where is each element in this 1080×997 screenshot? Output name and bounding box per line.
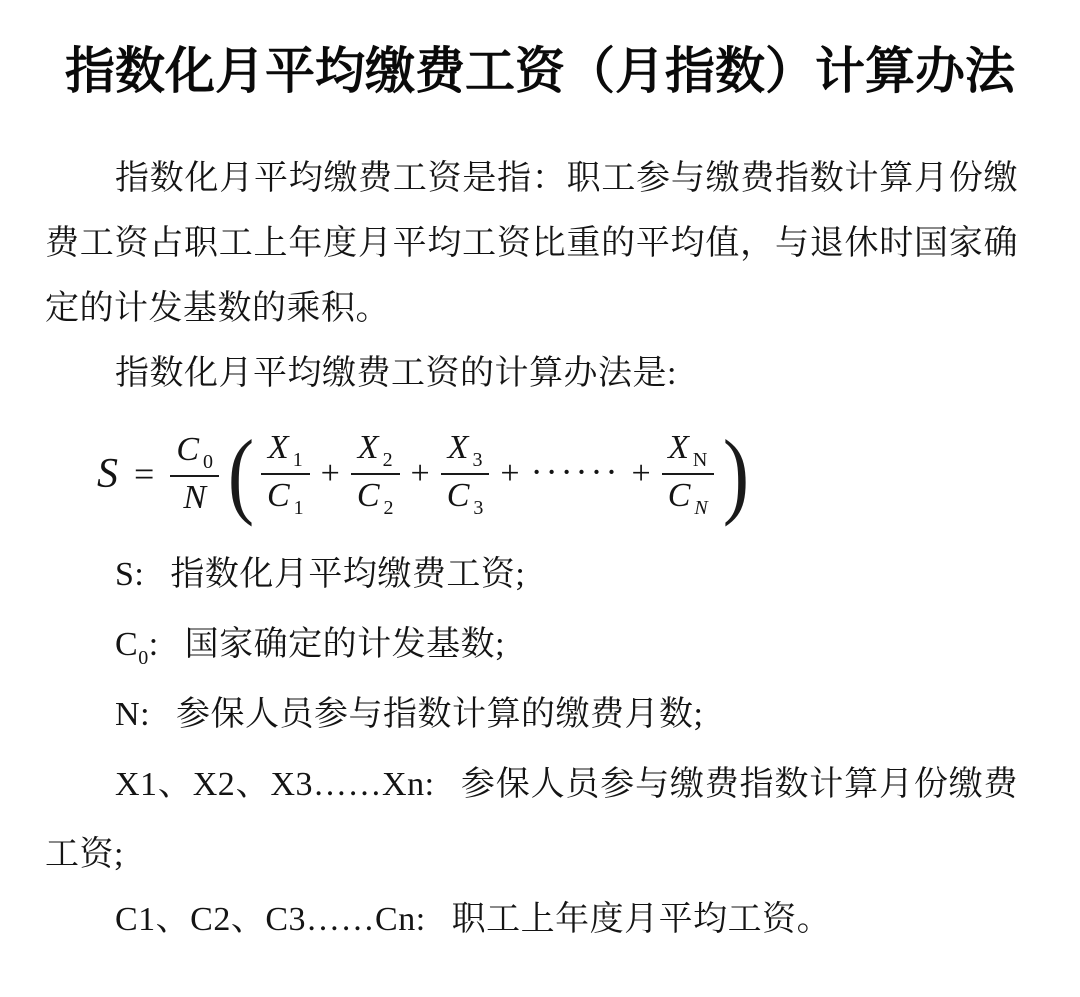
fraction-numerator: X N — [668, 429, 708, 471]
formula — [97, 406, 1018, 542]
fraction-numerator: X 2 — [357, 429, 393, 471]
formula-term-1 — [261, 430, 310, 518]
definition-symbol: C — [115, 626, 139, 663]
open-paren: ( — [227, 420, 255, 528]
page-title: 指数化月平均缴费工资（月指数）计算办法 — [65, 43, 1015, 99]
fraction-denominator: C 1 — [266, 477, 304, 519]
formula-coefficient-fraction — [170, 432, 219, 516]
plus-sign: + — [410, 455, 430, 492]
definition-colon: : — [424, 766, 435, 803]
definition-symbol-subscript: 0 — [138, 647, 149, 669]
fraction-numerator: C 0 — [176, 431, 213, 473]
document-body — [0, 146, 1080, 957]
plus-sign: + — [320, 455, 340, 492]
fraction-denominator: C N — [667, 477, 708, 519]
close-paren: ) — [722, 420, 749, 528]
fraction-numerator: X 1 — [267, 429, 303, 471]
formula-lhs-variable: S — [97, 451, 118, 497]
definition-text: 指数化月平均缴费工资; — [170, 556, 526, 593]
definition-colon: : — [134, 556, 145, 593]
formula-equals-sign: = — [134, 454, 155, 494]
definition-item-c0 — [45, 612, 1018, 682]
definition-symbol: S — [115, 556, 135, 593]
definition-text: 参保人员参与缴费指数计算月份缴费工资; — [45, 766, 1019, 873]
paragraph-method-intro: 指数化月平均缴费工资的计算办法是: — [115, 355, 677, 392]
definition-item-x-series — [45, 752, 1018, 887]
definition-text: 国家确定的计发基数; — [184, 626, 506, 663]
fraction-denominator: C 2 — [356, 477, 394, 519]
formula-term-2 — [351, 430, 400, 518]
plus-sign: + — [500, 455, 520, 492]
formula-term-n — [662, 430, 714, 518]
definition-text: 职工上年度月平均工资。 — [451, 901, 832, 938]
ellipsis-dots: ······ — [530, 452, 621, 492]
definition-item-s — [45, 542, 1018, 612]
definition-symbol: C1、C2、C3……Cn — [115, 901, 416, 938]
plus-sign: + — [631, 455, 651, 492]
definition-colon: : — [140, 696, 151, 733]
definition-item-c-series — [45, 887, 1018, 957]
formula-term-3 — [441, 430, 490, 518]
definition-colon: : — [415, 901, 426, 938]
fraction-numerator: X 3 — [447, 429, 483, 471]
definition-colon: : — [148, 626, 159, 663]
fraction-denominator: N — [183, 479, 206, 516]
paragraph-definition: 指数化月平均缴费工资是指：职工参与缴费指数计算月份缴费工资占职工上年度月平均工资比重的平均值，与退休时国家确定的计发基数的乘积。 — [45, 160, 1018, 327]
fraction-denominator: C 3 — [446, 477, 484, 519]
definition-text: 参保人员参与指数计算的缴费月数; — [176, 696, 704, 733]
definition-item-n — [45, 682, 1018, 752]
definitions-list — [45, 542, 1018, 957]
definition-symbol: X1、X2、X3……Xn — [115, 766, 425, 803]
definition-symbol: N — [115, 696, 141, 733]
